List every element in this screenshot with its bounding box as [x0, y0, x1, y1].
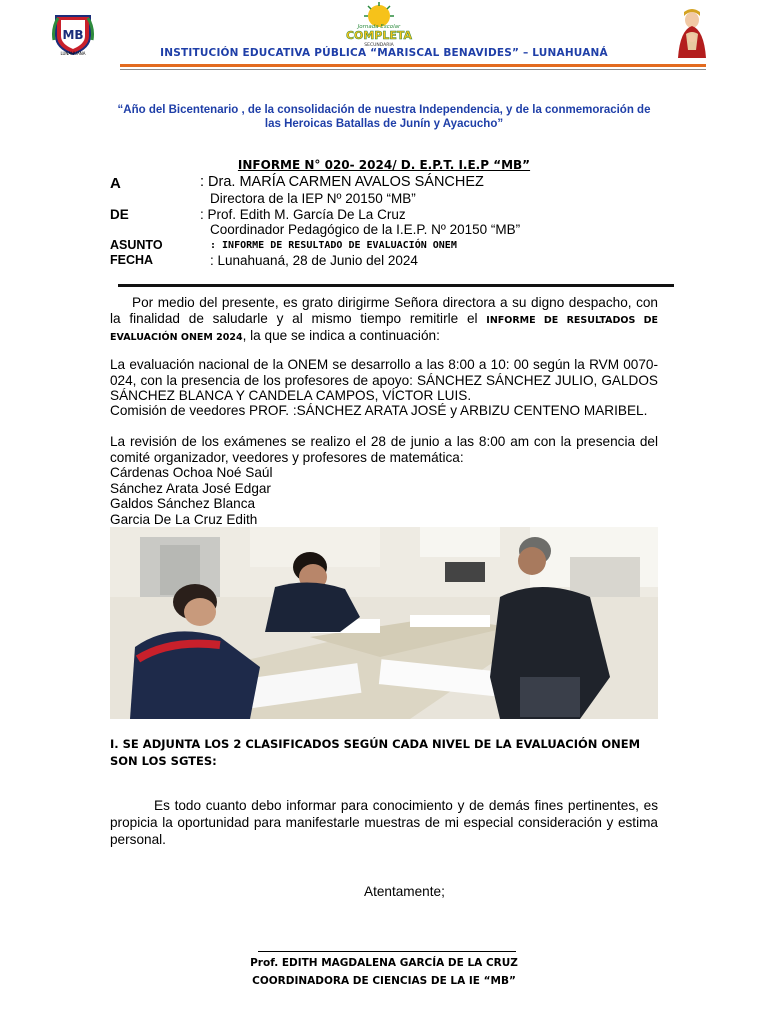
signer-role: COORDINADORA DE CIENCIAS DE LA IE “MB”	[252, 975, 516, 987]
attachment-note: I. SE ADJUNTA LOS 2 CLASIFICADOS SEGÚN CADA NIVEL DE LA EVALUACIÓN ONEM SON LOS SGTES:	[110, 737, 641, 768]
signature-line	[258, 951, 516, 952]
header-divider-gray	[120, 69, 706, 70]
signer-name: Prof. EDITH MAGDALENA GARCÍA DE LA CRUZ	[250, 957, 518, 969]
review-paragraph: La revisión de los exámenes se realizo el 28 de junio a las 8:00 am con la presencia del comité organizador, veedores y profesores de matemática:	[110, 434, 658, 465]
closing-paragraph: Es todo cuanto debo informar para conocimiento y de demás fines pertinentes, es propicia la oportunidad para manifestarle muestras de mi especial consideración y estima personal.	[110, 798, 658, 847]
jornada-completa-logo	[340, 2, 418, 48]
from-label: DE	[110, 207, 129, 222]
committee-names-list	[110, 465, 658, 527]
crest-caption: LUNAHUANA	[60, 51, 86, 56]
memo-header-rule	[118, 284, 674, 287]
from-name: : Prof. Edith M. García De La Cruz	[200, 207, 406, 222]
logo-sub-text: SECUNDARIA	[364, 43, 394, 48]
from-role: Coordinador Pedagógico de la I.E.P. Nº 20150 “MB”	[210, 222, 521, 237]
report-title: INFORME N° 020- 2024/ D. E.P.T. I.E.P “MB”	[237, 158, 531, 172]
intro-paragraph	[110, 295, 658, 346]
logo-top-text: Jornada Escolar	[357, 24, 401, 30]
list-item: Garcia De La Cruz Edith	[110, 511, 258, 527]
list-item: Cárdenas Ochoa Noé Saúl	[110, 465, 273, 480]
exam-review-photo	[110, 527, 658, 719]
list-item: Sánchez Arata José Edgar	[110, 480, 271, 496]
crest-monogram: MB	[62, 28, 84, 42]
school-name: INSTITUCIÓN EDUCATIVA PÚBLICA “MARISCAL BENAVIDES” – LUNAHUANÁ	[160, 47, 608, 59]
year-motto: “Año del Bicentenario , de la consolidación de nuestra Independencia, y de la conmemoración de las Heroicas Batallas de Junín y Ayacucho”	[117, 104, 651, 130]
date-value: : Lunahuaná, 28 de Junio del 2024	[210, 253, 418, 268]
observers-paragraph: Comisión de veedores PROF. :SÁNCHEZ ARATA JOSÉ y ARBIZU CENTENO MARIBEL.	[110, 403, 648, 418]
subject-label: ASUNTO	[110, 238, 163, 252]
subject-value: : INFORME DE RESULTADO DE EVALUACIÓN ONEM	[210, 240, 457, 251]
header-divider-orange	[120, 64, 706, 67]
date-label: FECHA	[110, 253, 154, 267]
to-role: Directora de la IEP Nº 20150 “MB”	[210, 191, 416, 206]
intro-text-a: Por medio del presente, es grato dirigirme Señora directora a su digno despacho, con la finalidad de saludarle y al mismo tiempo remitirle el	[110, 295, 658, 326]
intro-text-b: , la que se indica a continuación:	[242, 328, 440, 344]
intro-bold-text: INFORME DE RESULTADOS DE EVALUACIÓN ONEM 2024	[110, 314, 658, 344]
to-label: A	[110, 175, 121, 192]
evaluation-paragraph: La evaluación nacional de la ONEM se desarrollo a las 8:00 a 10: 00 según la RVM 0070-024, con la presencia de los profesores de apoyo: SÁNCHEZ SÁNCHEZ JULIO, GALDOS SÁNCHEZ BLANCA Y CANDELA CAMPOS, VÍCTOR LUIS.	[110, 357, 658, 404]
regards-text: Atentamente;	[364, 884, 445, 899]
list-item: Galdos Sánchez Blanca	[110, 496, 256, 512]
to-name: : Dra. MARÍA CARMEN AVALOS SÁNCHEZ	[200, 174, 484, 190]
logo-main-text: COMPLETA	[345, 29, 413, 42]
